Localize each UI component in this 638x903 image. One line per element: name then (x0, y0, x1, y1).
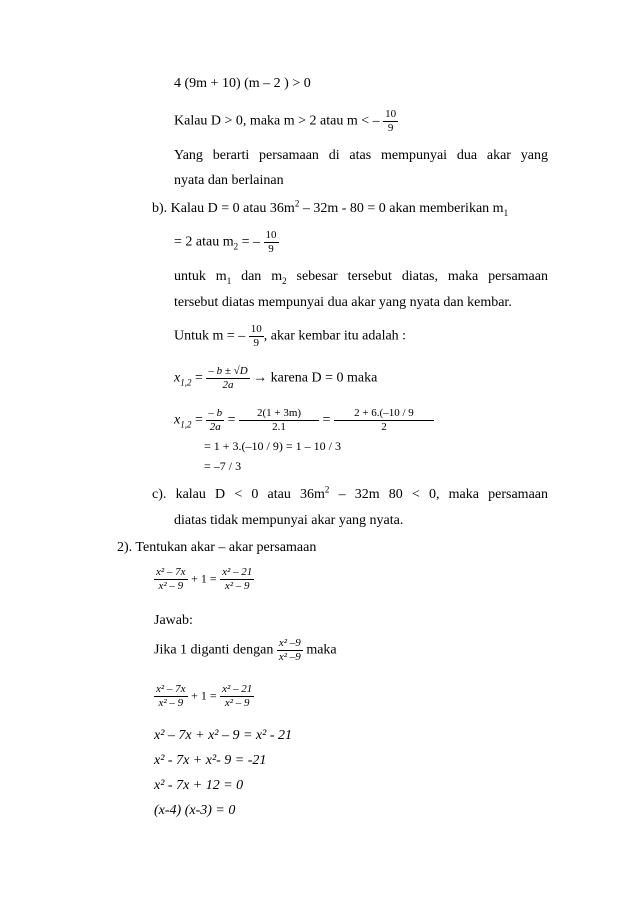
fraction: $\frac{\text{x² – 21}}{\text{x² – 9}}$ (222, 566, 253, 592)
solution-step: x² - 7x + x²- 9 = -21 (154, 753, 267, 768)
equation-line: $\frac{\text{x² – 7x}}{\text{x² – 9}}$ + 1 = $\frac{\text{x² – 21}}{\text{x² – 9}}$ (156, 566, 253, 592)
fraction: $\frac{2 + 6.(-10 / 9}{2}$ (334, 407, 434, 434)
condition-line: Kalau D > 0, maka m > 2 atau m < – $\frac{10}{9}$ (174, 108, 397, 134)
item-c-line: c). kalau D < 0 atau $36m^2 - 32m$ 80 < 0, maka persamaan (152, 484, 549, 502)
item-b-line: b). Kalau D = 0 atau $36m^2 - 32m - 80 = 0$ akan memberikan $m_1$ (152, 198, 509, 218)
item-b-line: = 2 atau $m_2$ = – $\frac{10}{9}$ (174, 229, 277, 255)
item-c-line: diatas tidak mempunyai akar yang nyata. (174, 513, 404, 528)
fraction: $\frac{10}{9}$ (250, 323, 262, 349)
fraction: $\frac{\text{x² –9}}{\text{x² –9}}$ (278, 637, 301, 663)
paragraph-line: nyata dan berlainan (174, 173, 284, 188)
equation-line: $\frac{\text{x² – 7x}}{\text{x² – 9}}$ + 1 = $\frac{\text{x² – 21}}{\text{x² – 9}}$ (156, 683, 253, 709)
formula-line: = 1 + 3.(–10 / 9) = 1 – 10 / 3 (204, 439, 341, 453)
paragraph-line: Yang berarti persamaan di atas mempunyai dua akar yang (174, 148, 548, 163)
formula-line: $x_{1,2}$ = $\frac{- b}{2a}$ = $\frac{2(1 + 3m)}{2.1}$ = $\frac{2 + 6.(-10 / 9}{2}$ (174, 407, 434, 434)
fraction: $\frac{10}{9}$ (265, 229, 277, 255)
paragraph-line: Untuk m = – $\frac{10}{9}$ , akar kembar itu adalah : (174, 323, 407, 349)
paragraph-line: tersebut diatas mempunyai dua akar yang nyata dan kembar. (174, 295, 512, 310)
equation-line: 4 (9m + 10) (m – 2 ) > 0 (174, 76, 311, 91)
formula-line: = –7 / 3 (204, 459, 242, 473)
paragraph-line: Jika 1 diganti dengan $\frac{\text{x² –9}}{\text{x² –9}}$ maka (154, 637, 337, 663)
fraction: $\frac{\text{x² – 21}}{\text{x² – 9}}$ (222, 683, 253, 709)
fraction: $\frac{\text{x² – 7x}}{\text{x² – 9}}$ (156, 683, 186, 709)
solution-step: x² - 7x + 12 = 0 (154, 778, 244, 793)
answer-label: Jawab: (154, 613, 193, 628)
fraction: $\frac{2(1 + 3m)}{2.1}$ (239, 407, 319, 434)
fraction: $\frac{- b \pm √D}{2a}$ (208, 365, 248, 391)
solution-step: x² – 7x + x² – 9 = x² - 21 (154, 728, 293, 743)
fraction: $\frac{10}{9}$ (385, 108, 397, 134)
question-heading: 2). Tentukan akar – akar persamaan (117, 540, 317, 555)
formula-line: $x_{1,2}$ = $\frac{- b \pm √D}{2a}$ → karena D = 0 maka (174, 365, 378, 391)
fraction: $\frac{\text{x² – 7x}}{\text{x² – 9}}$ (156, 566, 186, 592)
paragraph-line: untuk $m_1$ dan $m_2$ sebesar tersebut diatas, maka persamaan (174, 269, 548, 286)
fraction: $\frac{- b}{2a}$ (208, 407, 223, 433)
solution-step: (x-4) (x-3) = 0 (154, 803, 236, 818)
